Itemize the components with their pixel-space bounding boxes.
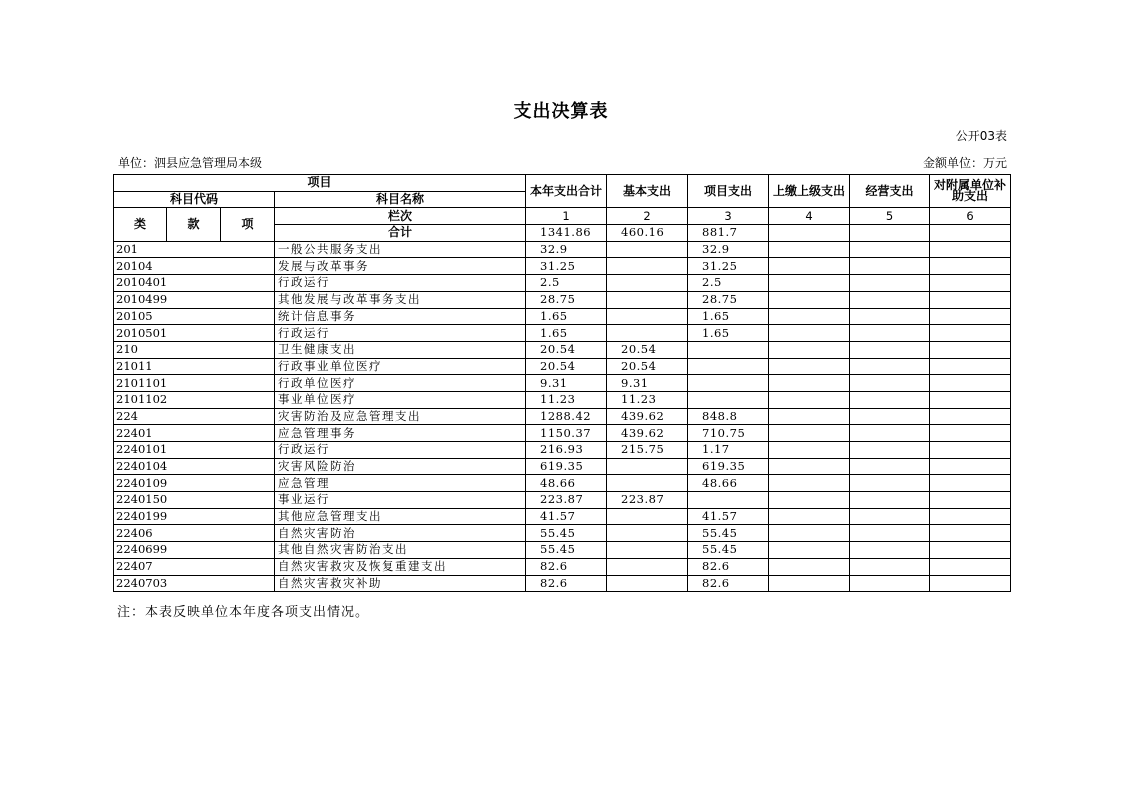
- amount-cell: [769, 492, 850, 509]
- subject-code-cell: 20104: [114, 258, 275, 275]
- amount-cell: [607, 308, 688, 325]
- amount-cell: 41.57: [526, 508, 607, 525]
- amount-cell: 82.6: [688, 575, 769, 592]
- subject-code-cell: 22407: [114, 558, 275, 575]
- subject-code-cell: 2010499: [114, 291, 275, 308]
- header-col-5: 经营支出: [850, 175, 930, 208]
- amount-cell: [769, 325, 850, 342]
- header-column-order: 栏次: [275, 208, 526, 225]
- amount-cell: [769, 241, 850, 258]
- amount-cell: [930, 391, 1011, 408]
- header-col-4: 上缴上级支出: [769, 175, 850, 208]
- amount-cell: [769, 408, 850, 425]
- table-row: [114, 475, 1011, 492]
- amount-cell: 1150.37: [526, 425, 607, 442]
- subject-code-cell: 2240699: [114, 542, 275, 559]
- subject-name-cell: 行政事业单位医疗: [275, 358, 526, 375]
- table-row: [114, 408, 1011, 425]
- table-row: [114, 341, 1011, 358]
- header-lei: 类: [114, 208, 167, 241]
- amount-cell: 20.54: [526, 341, 607, 358]
- table-row: [114, 458, 1011, 475]
- amount-cell: [607, 241, 688, 258]
- amount-cell: [607, 458, 688, 475]
- amount-cell: [607, 325, 688, 342]
- subject-code-cell: 21011: [114, 358, 275, 375]
- amount-cell: [930, 458, 1011, 475]
- header-item: 项目: [114, 175, 526, 192]
- amount-cell: [688, 358, 769, 375]
- header-kuan: 款: [167, 208, 221, 241]
- subject-name-cell: 行政运行: [275, 325, 526, 342]
- amount-cell: [930, 475, 1011, 492]
- amount-cell: 48.66: [688, 475, 769, 492]
- subject-code-cell: 2240199: [114, 508, 275, 525]
- subject-code-cell: 2240104: [114, 458, 275, 475]
- amount-cell: 223.87: [526, 492, 607, 509]
- amount-cell: [850, 542, 930, 559]
- amount-cell: 20.54: [607, 341, 688, 358]
- table-row: [114, 258, 1011, 275]
- table-row: [114, 325, 1011, 342]
- subject-code-cell: 20105: [114, 308, 275, 325]
- amount-cell: [769, 258, 850, 275]
- amount-cell: [769, 425, 850, 442]
- subject-code-cell: 2240150: [114, 492, 275, 509]
- amount-cell: 41.57: [688, 508, 769, 525]
- amount-cell: [850, 375, 930, 392]
- subject-code-cell: 210: [114, 341, 275, 358]
- amount-cell: [850, 291, 930, 308]
- subject-name-cell: 应急管理事务: [275, 425, 526, 442]
- amount-cell: 31.25: [688, 258, 769, 275]
- header-subject-name: 科目名称: [275, 191, 526, 208]
- amount-cell: 20.54: [607, 358, 688, 375]
- amount-cell: [688, 492, 769, 509]
- amount-cell: [930, 508, 1011, 525]
- amount-cell: 2.5: [688, 275, 769, 292]
- subject-name-cell: 行政运行: [275, 442, 526, 459]
- subject-name-cell: 事业单位医疗: [275, 391, 526, 408]
- subject-name-cell: 灾害风险防治: [275, 458, 526, 475]
- amount-cell: [930, 241, 1011, 258]
- amount-cell: [930, 575, 1011, 592]
- total-cell: [930, 225, 1011, 242]
- table-row: [114, 308, 1011, 325]
- subject-code-cell: 22406: [114, 525, 275, 542]
- table-row: [114, 375, 1011, 392]
- subject-name-cell: 卫生健康支出: [275, 341, 526, 358]
- amount-cell: 48.66: [526, 475, 607, 492]
- amount-cell: [607, 258, 688, 275]
- subject-code-cell: 2240101: [114, 442, 275, 459]
- amount-cell: [769, 475, 850, 492]
- amount-cell: 55.45: [688, 525, 769, 542]
- amount-cell: [607, 558, 688, 575]
- amount-cell: [930, 558, 1011, 575]
- amount-cell: [850, 425, 930, 442]
- col-number: 4: [769, 208, 850, 225]
- amount-cell: 215.75: [607, 442, 688, 459]
- subject-name-cell: 统计信息事务: [275, 308, 526, 325]
- amount-cell: [850, 525, 930, 542]
- amount-cell: [930, 425, 1011, 442]
- total-cell: 460.16: [607, 225, 688, 242]
- table-row: [114, 525, 1011, 542]
- amount-cell: 82.6: [688, 558, 769, 575]
- amount-cell: 619.35: [526, 458, 607, 475]
- amount-cell: 710.75: [688, 425, 769, 442]
- col-number: 6: [930, 208, 1011, 225]
- total-label: 合计: [275, 225, 526, 242]
- amount-cell: 216.93: [526, 442, 607, 459]
- amount-cell: 223.87: [607, 492, 688, 509]
- amount-cell: 1288.42: [526, 408, 607, 425]
- amount-cell: 9.31: [526, 375, 607, 392]
- amount-cell: [850, 558, 930, 575]
- amount-cell: 9.31: [607, 375, 688, 392]
- amount-cell: [688, 391, 769, 408]
- total-cell: [769, 225, 850, 242]
- header-col-1: 本年支出合计: [526, 175, 607, 208]
- total-cell: 881.7: [688, 225, 769, 242]
- subject-name-cell: 其他应急管理支出: [275, 508, 526, 525]
- amount-cell: [769, 508, 850, 525]
- total-cell: 1341.86: [526, 225, 607, 242]
- subject-name-cell: 发展与改革事务: [275, 258, 526, 275]
- table-row: [114, 275, 1011, 292]
- amount-cell: [930, 291, 1011, 308]
- amount-cell: [769, 358, 850, 375]
- amount-cell: 439.62: [607, 425, 688, 442]
- amount-cell: 28.75: [688, 291, 769, 308]
- amount-cell: 31.25: [526, 258, 607, 275]
- col-number: 3: [688, 208, 769, 225]
- amount-unit: 金额单位：万元: [922, 156, 1007, 170]
- amount-cell: [930, 358, 1011, 375]
- table-row: [114, 358, 1011, 375]
- amount-cell: [769, 291, 850, 308]
- table-row: [114, 508, 1011, 525]
- amount-cell: 55.45: [526, 542, 607, 559]
- amount-cell: 1.65: [526, 325, 607, 342]
- amount-cell: 439.62: [607, 408, 688, 425]
- amount-cell: [930, 308, 1011, 325]
- col-number: 5: [850, 208, 930, 225]
- amount-cell: 1.65: [688, 325, 769, 342]
- amount-cell: [688, 341, 769, 358]
- col-number: 2: [607, 208, 688, 225]
- amount-cell: [607, 291, 688, 308]
- subject-code-cell: 22401: [114, 425, 275, 442]
- subject-name-cell: 事业运行: [275, 492, 526, 509]
- amount-cell: [850, 325, 930, 342]
- table-row: [114, 442, 1011, 459]
- page-title: 支出决算表: [513, 101, 609, 122]
- col-number: 1: [526, 208, 607, 225]
- subject-name-cell: 其他自然灾害防治支出: [275, 542, 526, 559]
- amount-cell: 2.5: [526, 275, 607, 292]
- amount-cell: [850, 258, 930, 275]
- amount-cell: [930, 325, 1011, 342]
- header-xiang: 项: [221, 208, 275, 241]
- subject-name-cell: 灾害防治及应急管理支出: [275, 408, 526, 425]
- amount-cell: [607, 275, 688, 292]
- expenditure-table: [113, 174, 1011, 592]
- table-row: [114, 575, 1011, 592]
- table-row: [114, 291, 1011, 308]
- table-row: [114, 391, 1011, 408]
- amount-cell: [930, 442, 1011, 459]
- amount-cell: [607, 508, 688, 525]
- header-subject-code: 科目代码: [114, 191, 275, 208]
- amount-cell: [930, 375, 1011, 392]
- amount-cell: [850, 391, 930, 408]
- table-row: [114, 425, 1011, 442]
- table-row: [114, 558, 1011, 575]
- subject-name-cell: 自然灾害救灾及恢复重建支出: [275, 558, 526, 575]
- table-row: [114, 542, 1011, 559]
- amount-cell: [769, 308, 850, 325]
- header-col-6: 对附属单位补助支出: [930, 175, 1011, 208]
- amount-cell: [850, 442, 930, 459]
- table-row: [114, 241, 1011, 258]
- amount-cell: 82.6: [526, 575, 607, 592]
- subject-name-cell: 自然灾害防治: [275, 525, 526, 542]
- subject-name-cell: 自然灾害救灾补助: [275, 575, 526, 592]
- amount-cell: [769, 442, 850, 459]
- amount-cell: [769, 391, 850, 408]
- total-cell: [850, 225, 930, 242]
- amount-cell: [930, 258, 1011, 275]
- subject-name-cell: 一般公共服务支出: [275, 241, 526, 258]
- amount-cell: [930, 341, 1011, 358]
- amount-cell: [850, 492, 930, 509]
- amount-cell: 32.9: [526, 241, 607, 258]
- amount-cell: [850, 275, 930, 292]
- amount-cell: 55.45: [688, 542, 769, 559]
- amount-cell: [850, 475, 930, 492]
- amount-cell: 11.23: [526, 391, 607, 408]
- subject-code-cell: 224: [114, 408, 275, 425]
- amount-cell: [607, 542, 688, 559]
- amount-cell: [607, 575, 688, 592]
- amount-cell: 1.65: [526, 308, 607, 325]
- amount-cell: 32.9: [688, 241, 769, 258]
- subject-code-cell: 2101102: [114, 391, 275, 408]
- amount-cell: 20.54: [526, 358, 607, 375]
- reporting-unit: 单位：泗县应急管理局本级: [118, 156, 263, 170]
- amount-cell: [607, 525, 688, 542]
- amount-cell: [850, 308, 930, 325]
- amount-cell: [769, 458, 850, 475]
- amount-cell: [769, 275, 850, 292]
- amount-cell: 1.17: [688, 442, 769, 459]
- subject-code-cell: 2010501: [114, 325, 275, 342]
- amount-cell: [769, 525, 850, 542]
- subject-name-cell: 行政运行: [275, 275, 526, 292]
- amount-cell: 82.6: [526, 558, 607, 575]
- amount-cell: [850, 241, 930, 258]
- amount-cell: [850, 575, 930, 592]
- amount-cell: [769, 575, 850, 592]
- amount-cell: [769, 542, 850, 559]
- subject-code-cell: 2010401: [114, 275, 275, 292]
- form-number: 公开03表: [955, 129, 1007, 143]
- amount-cell: [930, 275, 1011, 292]
- amount-cell: [769, 558, 850, 575]
- header-col-3: 项目支出: [688, 175, 769, 208]
- amount-cell: 55.45: [526, 525, 607, 542]
- subject-code-cell: 2240703: [114, 575, 275, 592]
- footnote: 注：本表反映单位本年度各项支出情况。: [117, 605, 370, 620]
- header-col-2: 基本支出: [607, 175, 688, 208]
- amount-cell: [769, 375, 850, 392]
- subject-name-cell: 行政单位医疗: [275, 375, 526, 392]
- amount-cell: [607, 475, 688, 492]
- amount-cell: [850, 341, 930, 358]
- subject-code-cell: 201: [114, 241, 275, 258]
- amount-cell: [850, 408, 930, 425]
- amount-cell: [850, 358, 930, 375]
- amount-cell: [850, 458, 930, 475]
- table-row: [114, 492, 1011, 509]
- amount-cell: [769, 341, 850, 358]
- amount-cell: 619.35: [688, 458, 769, 475]
- subject-name-cell: 应急管理: [275, 475, 526, 492]
- amount-cell: [930, 492, 1011, 509]
- amount-cell: 1.65: [688, 308, 769, 325]
- amount-cell: [930, 542, 1011, 559]
- amount-cell: 28.75: [526, 291, 607, 308]
- subject-name-cell: 其他发展与改革事务支出: [275, 291, 526, 308]
- amount-cell: [850, 508, 930, 525]
- amount-cell: [688, 375, 769, 392]
- subject-code-cell: 2240109: [114, 475, 275, 492]
- amount-cell: 11.23: [607, 391, 688, 408]
- amount-cell: [930, 525, 1011, 542]
- amount-cell: 848.8: [688, 408, 769, 425]
- amount-cell: [930, 408, 1011, 425]
- subject-code-cell: 2101101: [114, 375, 275, 392]
